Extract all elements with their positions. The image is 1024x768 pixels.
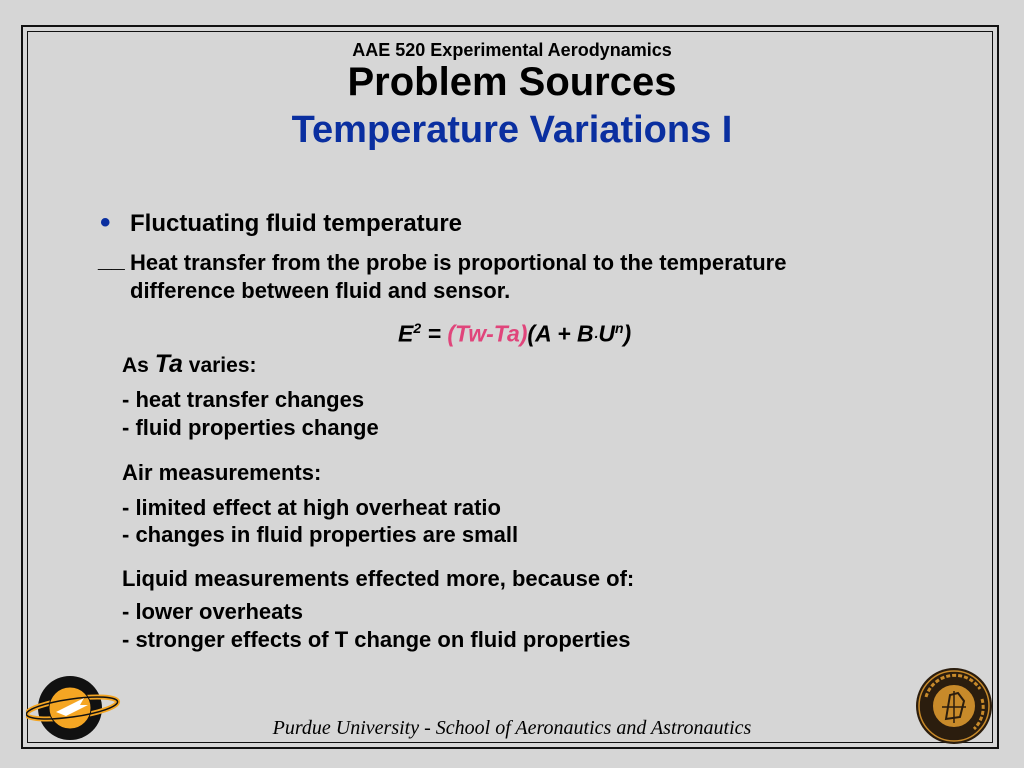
as-suffix: varies: <box>182 354 257 377</box>
as-varies-heading <box>122 350 257 379</box>
eq-lhs: E <box>398 320 414 347</box>
bullet-icon: • <box>100 206 111 239</box>
air-heading: Air measurements: <box>122 460 322 485</box>
eq-equals: = <box>421 320 448 347</box>
eq-temperature-term: (Tw-Ta) <box>447 320 528 347</box>
eq-u-exponent: n <box>614 320 624 336</box>
eq-u: U <box>598 320 615 347</box>
heat-transfer-line-2: difference between fluid and sensor. <box>130 278 511 303</box>
list-item: - lower overheats <box>122 599 303 624</box>
heat-transfer-line-1: Heat transfer from the probe is proportional to the temperature <box>130 250 787 275</box>
slide-subtitle: Temperature Variations I <box>291 109 733 151</box>
bullet-text: Fluctuating fluid temperature <box>130 210 463 237</box>
eq-close: ) <box>623 320 632 347</box>
course-title: AAE 520 Experimental Aerodynamics <box>352 40 672 60</box>
list-item: - changes in fluid properties are small <box>122 522 519 547</box>
list-item: - stronger effects of T change on fluid properties <box>122 627 631 652</box>
equation <box>398 320 631 348</box>
as-prefix: As <box>122 354 155 377</box>
eq-lhs-exponent: 2 <box>413 320 422 336</box>
eq-rhs: (A + B <box>527 320 594 347</box>
list-item: - limited effect at high overheat ratio <box>122 495 501 520</box>
liquid-heading: Liquid measurements effected more, because of: <box>122 566 635 591</box>
ta-variable: Ta <box>154 350 183 378</box>
list-item: - fluid properties change <box>122 415 379 440</box>
list-item: - heat transfer changes <box>122 387 365 412</box>
footer-text: Purdue University - School of Aeronautics and Astronautics <box>272 717 752 739</box>
slide-title: Problem Sources <box>347 60 677 104</box>
sub-bullet-marker: __ <box>98 246 125 273</box>
eq-dot: · <box>593 328 599 345</box>
